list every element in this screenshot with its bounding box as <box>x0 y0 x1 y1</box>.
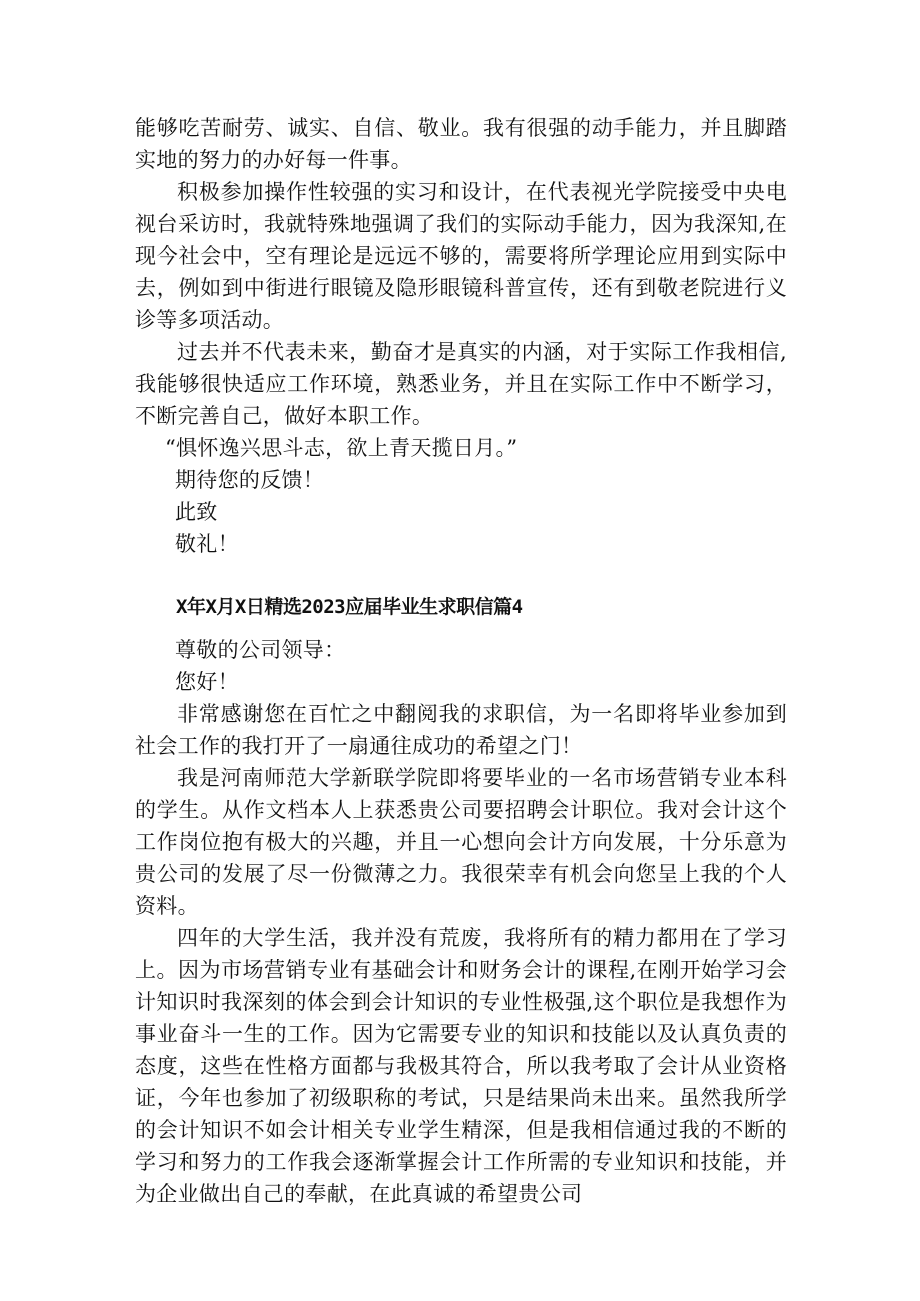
paragraph-future: 过去并不代表未来，勤奋才是真实的内涵，对于实际工作我相信,我能够很快适应工作环境，熟悉业务，并且在实际工作中不断学习，不断完善自己，做好本职工作。 <box>135 340 787 428</box>
closing-line-2: 敬礼！ <box>175 532 239 556</box>
feedback-line: 期待您的反馈！ <box>175 468 325 492</box>
paragraph-thanks: 非常感谢您在百忙之中翻阅我的求职信，为一名即将毕业参加到社会工作的我打开了一扇通往成功的希望之门！ <box>135 702 787 758</box>
greeting: 您好！ <box>175 670 239 694</box>
motto-quote: “惧怀逸兴思斗志，欲上青天揽日月。” <box>165 436 518 460</box>
paragraph-work-attitude: 能够吃苦耐劳、诚实、自信、敬业。我有很强的动手能力，并且脚踏实地的努力的办好每一件事。 <box>135 116 787 172</box>
section-title: X年X月X日精选2023应届毕业生求职信篇4 <box>176 596 523 618</box>
closing-line-1: 此致 <box>175 500 218 524</box>
cover-letter-4 <box>135 634 787 1210</box>
salutation: 尊敬的公司领导： <box>175 638 346 662</box>
paragraph-introduction: 我是河南师范大学新联学院即将要毕业的一名市场营销专业本科的学生。从作文档本人上获悉贵公司要招聘会计职位。我对会计这个工作岗位抱有极大的兴趣，并且一心想向会计方向发展，十分乐意为贵公司的发展了尽一份微薄之力。我很荣幸有机会向您呈上我的个人资料。 <box>135 766 787 918</box>
paragraph-internship: 积极参加操作性较强的实习和设计，在代表视光学院接受中央电视台采访时，我就特殊地强调了我们的实际动手能力，因为我深知,在现今社会中，空有理论是远远不够的，需要将所学理论应用到实际中去，例如到中街进行眼镜及隐形眼镜科普宣传，还有到敬老院进行义诊等多项活动。 <box>135 180 787 332</box>
paragraph-university-life: 四年的大学生活，我并没有荒废，我将所有的精力都用在了学习上。因为市场营销专业有基础会计和财务会计的课程,在刚开始学习会计知识时我深刻的体会到会计知识的专业性极强,这个职位是我想作为事业奋斗一生的工作。因为它需要专业的知识和技能以及认真负责的态度，这些在性格方面都与我极其符合，所以我考取了会计从业资格证，今年也参加了初级职称的考试，只是结果尚未出来。虽然我所学的会计知识不如会计相关专业学生精深，但是我相信通过我的不断的学习和努力的工作我会逐渐掌握会计工作所需的专业知识和技能，并为企业做出自己的奉献，在此真诚的希望贵公司 <box>135 926 787 1206</box>
previous-letter-ending <box>135 112 787 560</box>
